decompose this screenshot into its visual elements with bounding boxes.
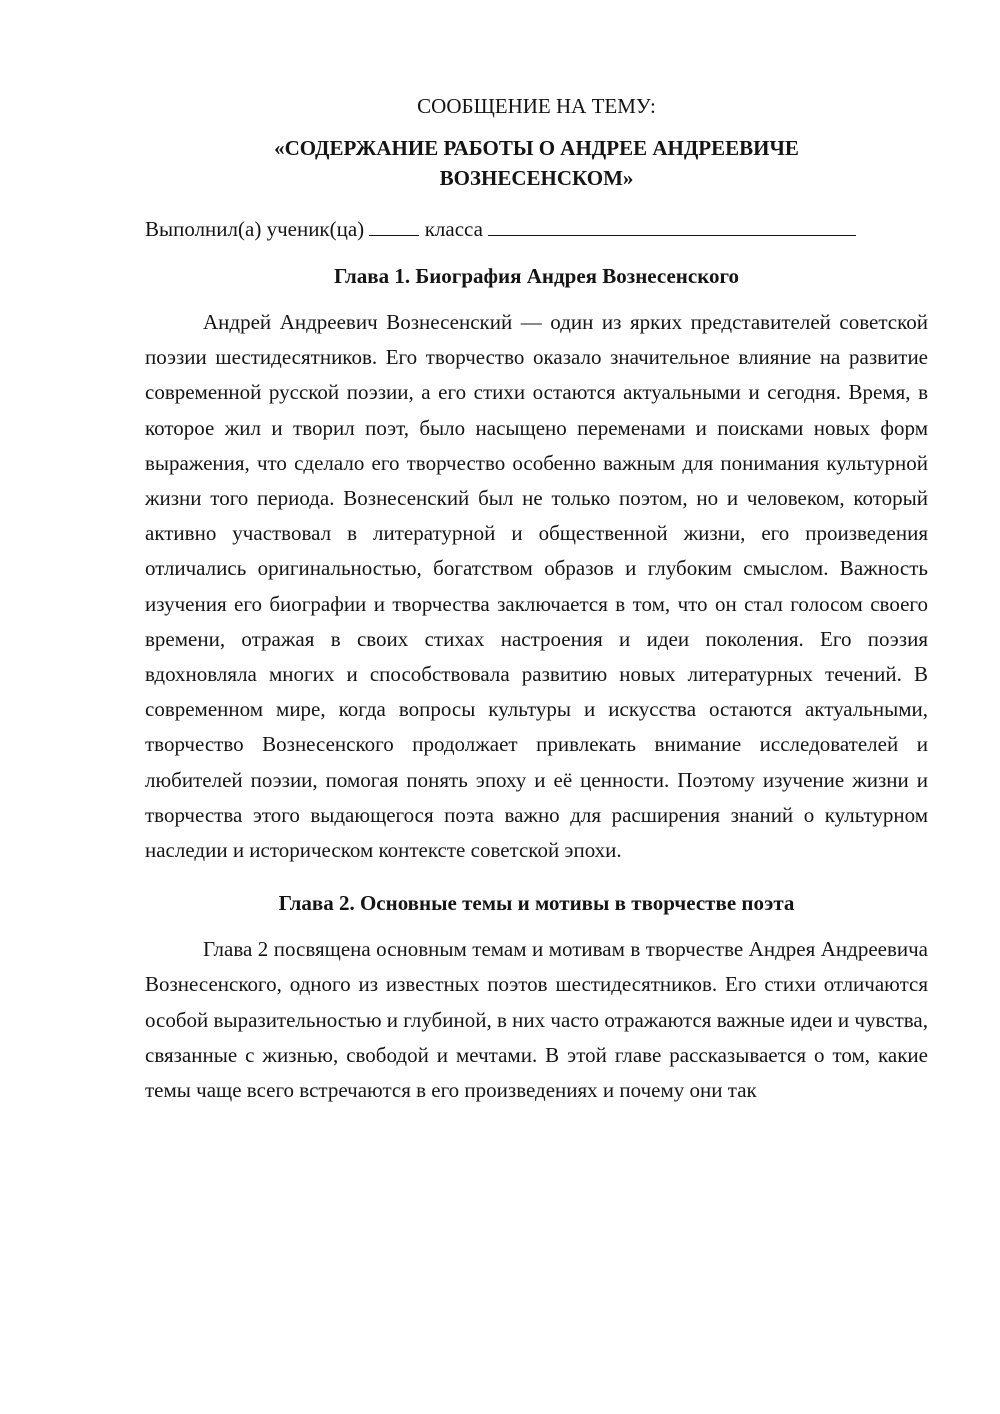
performed-by-label: Выполнил(а) ученик(ца) bbox=[145, 217, 365, 241]
class-label: класса bbox=[424, 217, 483, 241]
document-page bbox=[145, 92, 928, 1128]
document-type-label: СООБЩЕНИЕ НА ТЕМУ: bbox=[417, 94, 656, 118]
chapter-1-title: Глава 1. Биография Андрея Вознесенского bbox=[333, 264, 740, 288]
class-number-blank bbox=[369, 213, 419, 236]
document-title: «СОДЕРЖАНИЕ РАБОТЫ О АНДРЕЕ АНДРЕЕВИЧЕ ВОЗНЕСЕНСКОМ» bbox=[274, 136, 799, 190]
chapter-2-title: Глава 2. Основные темы и мотивы в творчестве поэта bbox=[278, 891, 795, 916]
chapter-2-paragraph: Глава 2 посвящена основным темам и мотивам в творчестве Андрея Андреевича Вознесенского, одного из известных поэтов шестидесятников. Его стихи отличаются особой выразительностью и глубиной, в них часто отражаются важные идеи и чувства, связанные с жизнью, свободой и мечтами. В этой главе рассказывается о том, какие темы чаще всего встречаются в его произведениях и почему они так bbox=[145, 937, 928, 1103]
chapter-1-paragraph: Андрей Андреевич Вознесенский — один из ярких представителей советской поэзии шестидесятников. Его творчество оказало значительное влияние на развитие современной русской поэзии, а его стихи остаются актуальными и сегодня. Время, в которое жил и творил поэт, было насыщено переменами и поисками новых форм выражения, что сделало его творчество особенно важным для понимания культурной жизни того периода. Вознесенский был не только поэтом, но и человеком, который активно участвовал в литературной и общественной жизни, его произведения отличались оригинальностью, богатством образов и глубоким смыслом. Важность изучения его биографии и творчества заключается в том, что он стал голосом своего времени, отражая в своих стихах настроения и идеи поколения. Его поэзия вдохновляла многих и способствовала развитию новых литературных течений. В современном мире, когда вопросы культуры и искусства остаются актуальными, творчество Вознесенского продолжает привлекать внимание исследователей и любителей поэзии, помогая понять эпоху и её ценности. Поэтому изучение жизни и творчества этого выдающегося поэта важно для расширения знаний о культурном наследии и историческом контексте советской эпохи. bbox=[145, 310, 928, 863]
author-line bbox=[145, 213, 928, 244]
student-name-blank bbox=[488, 213, 856, 236]
